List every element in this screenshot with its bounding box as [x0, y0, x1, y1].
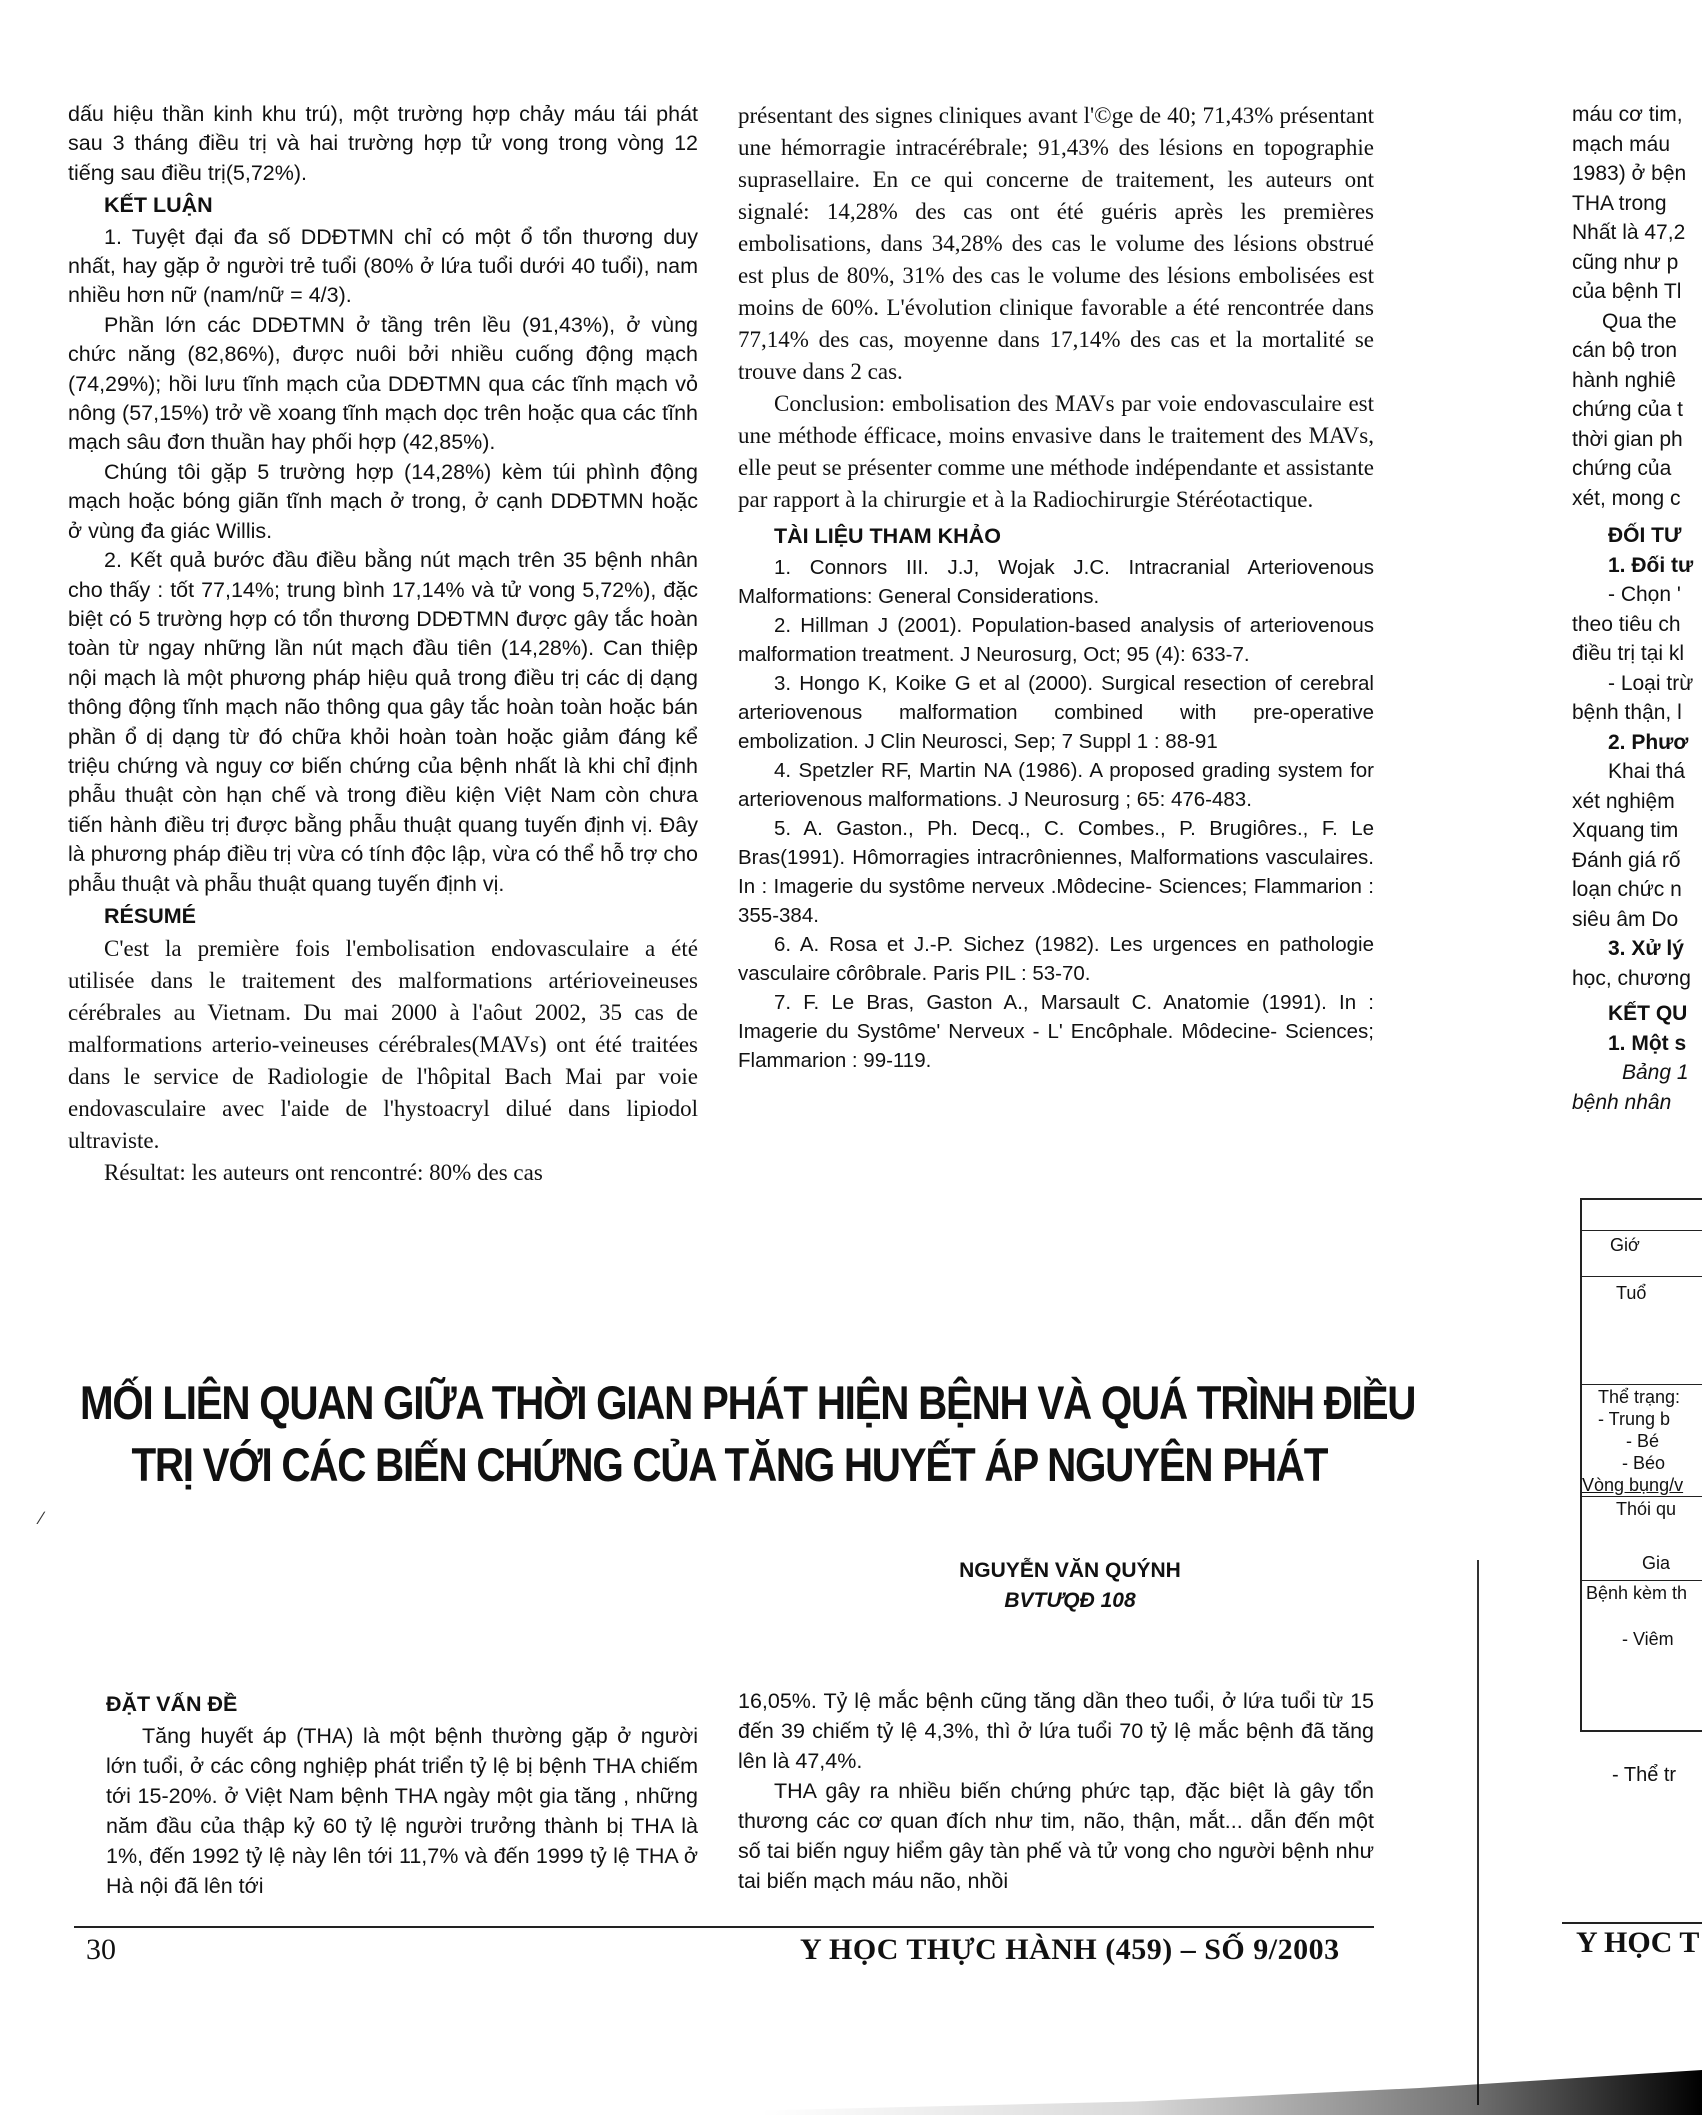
fragment-line: theo tiêu ch	[1572, 612, 1681, 636]
paragraph: 2. Kết quả bước đầu điều bằng nút mạch trên 35 bệnh nhân cho thấy : tốt 77,14%; trung bình 17,14% và tử vong 5,72%), đặc biệt có 5 trường hợp có tổn thương DDĐTMN được gây tắc hoàn toàn từ ngay những lần nút mạch đầu tiên (14,28%). Can thiệp nội mạch là một phương pháp hiệu quả trong điều trị các dị dạng thông động tĩnh mạch não thông qua gây tắc hoàn toàn hoặc bán phần ổ dị dạng từ đó chữa khỏi hoàn toàn hoặc giảm đáng kể triệu chứng và nguy cơ biến chứng của bệnh nhất là khi chỉ định phẫu thuật còn hạn chế và trong điều kiện Việt Nam còn chưa tiến hành điều trị được bằng phẫu thuật quang tuyến định vị. Đây là phương pháp điều trị vừa có tính độc lập, vừa có thể hỗ trợ cho phẫu thuật và phẫu thuật quang tuyến định vị.	[68, 548, 698, 896]
table-cell: - Trung b	[1598, 1409, 1671, 1429]
reference-list	[738, 553, 1374, 1075]
paragraph: THA gây ra nhiều biến chứng phức tạp, đặc biệt là gây tổn thương các cơ quan đích như tim, não, thận, mắt... dẫn đến một số tai biến nguy hiểm gây tàn phế và tử vong cho người bệnh như tai biến mạch máu não, nhồi	[738, 1779, 1374, 1893]
column-right-bottom	[738, 1686, 1374, 1896]
fragment-line: chứng của t	[1572, 398, 1683, 421]
table-cell: Tuổ	[1616, 1283, 1647, 1303]
reference-item: 3. Hongo K, Koike G et al (2000). Surgical resection of cerebral arteriovenous malformation combined with pre-operative embolization. J Clin Neurosci, Sep; 7 Suppl 1 : 88-91	[738, 672, 1374, 754]
fragment-line: Xquang tim	[1572, 819, 1679, 842]
table-cell: - Béo	[1622, 1453, 1666, 1473]
next-page-footer: Y HỌC T	[1576, 1926, 1700, 1959]
reference-item: 4. Spetzler RF, Martin NA (1986). A proposed grading system for arteriovenous malformations. J Neurosurg ; 65: 476-483.	[738, 759, 1374, 812]
paragraph: 16,05%. Tỷ lệ mắc bệnh cũng tăng dần theo tuổi, ở lứa tuổi từ 15 đến 39 chiếm tỷ lệ 4,3%, thì ở lứa tuổi 70 tỷ lệ mắc bệnh đã tăng lên là 47,4%.	[738, 1689, 1374, 1773]
table-cell: Vòng bụng/v	[1582, 1475, 1684, 1495]
fragment-line: Khai thá	[1608, 760, 1686, 783]
reference-item: 1. Connors III. J.J, Wojak J.C. Intracranial Arteriovenous Malformations: General Considerations.	[738, 556, 1374, 609]
scan-mark: ∕	[40, 1508, 44, 1528]
section-heading-references: TÀI LIỆU THAM KHẢO	[774, 524, 1001, 548]
fragment-line: siêu âm Do	[1572, 907, 1679, 931]
author-block	[870, 1556, 1270, 1616]
scan-shadow	[760, 2070, 1702, 2115]
table-cell: - Bé	[1626, 1431, 1660, 1451]
author-name: NGUYỄN VĂN QUÝNH	[959, 1559, 1181, 1582]
fragment-line: thời gian ph	[1572, 427, 1683, 451]
fragment-line: cũng như p	[1572, 250, 1679, 274]
reference-item: 2. Hillman J (2001). Population-based analysis of arteriovenous malformation treatment. J Neurosurg, Oct; 95 (4): 633-7.	[738, 614, 1374, 667]
reference-item: 5. A. Gaston., Ph. Decq., C. Combes., P. Brugiôres., F. Le Bras(1991). Hômorragies intracrôniennes, Malformations vasculaires. In : Imagerie du systôme nerveux .Môdecine- Sciences; Flammarion : 355-384.	[738, 817, 1374, 928]
paragraph: Résultat: les auteurs ont rencontré: 80% des cas	[104, 1160, 543, 1186]
fragment-line: Qua the	[1602, 309, 1677, 333]
fragment-line: hành nghiê	[1572, 368, 1676, 392]
reference-item: 6. A. Rosa et J.-P. Sichez (1982). Les urgences en pathologie vasculaire côrôbrale. Paris PIL : 53-70.	[738, 933, 1374, 986]
paragraph: dấu hiệu thần kinh khu trú), một trường hợp chảy máu tái phát sau 3 tháng điều trị và hai trường hợp tử vong trong vòng 12 tiếng sau điều trị(5,72%).	[68, 102, 698, 185]
fragment-line: bệnh thận, l	[1572, 701, 1682, 724]
fragment-line: xét nghiệm	[1572, 789, 1675, 813]
author-affiliation: BVTƯQĐ 108	[1004, 1589, 1136, 1612]
table-cell: - Viêm	[1622, 1629, 1674, 1649]
next-page-fragment	[1572, 100, 1702, 1117]
page-number: 30	[86, 1933, 116, 1966]
next-page-footer-rule	[1562, 1922, 1702, 1924]
paragraph: Tăng huyết áp (THA) là một bệnh thường gặp ở người lớn tuổi, ở các công nghiệp phát triển tỷ lệ bị bệnh THA chiếm tới 15-20%. ở Việt Nam bệnh THA ngày một gia tăng , những năm đầu của thập kỷ 60 tỷ lệ người trưởng thành bị THA là 1%, đến 1992 tỷ lệ này lên tới 11,7% và đến 1999 tỷ lệ THA ở Hà nội đã lên tới	[106, 1724, 698, 1898]
article-title	[80, 1372, 1416, 1496]
fragment-line: xét, mong c	[1572, 486, 1681, 510]
next-page-table-fragment	[1580, 1198, 1702, 1732]
article-title-line: MỐI LIÊN QUAN GIỮA THỜI GIAN PHÁT HIỆN BỆNH VÀ QUÁ TRÌNH ĐIỀU	[80, 1376, 1416, 1429]
fragment-line: - Loại trừ	[1608, 671, 1694, 695]
table-caption: Bảng 1	[1622, 1061, 1689, 1084]
column-right-top	[738, 100, 1374, 1075]
fragment-line: Đánh giá rố	[1572, 848, 1681, 872]
footer-rule	[74, 1926, 1374, 1928]
fragment-line: máu cơ tim,	[1572, 103, 1683, 126]
fragment-heading: ĐỐI TƯ	[1608, 524, 1682, 547]
table-cell: Thể trạng:	[1598, 1387, 1681, 1407]
fragment-line: - Chọn '	[1608, 583, 1681, 606]
fragment-line: của bệnh Tl	[1572, 280, 1682, 303]
fragment-line: Nhất là 47,2	[1572, 221, 1686, 244]
section-heading-ket-luan: KẾT LUẬN	[104, 193, 213, 218]
article-title-line: TRỊ VỚI CÁC BIẾN CHỨNG CỦA TĂNG HUYẾT ÁP NGUYÊN PHÁT	[131, 1438, 1328, 1491]
fragment-line: loạn chức n	[1572, 878, 1682, 901]
fragment-line: mạch máu	[1572, 132, 1671, 156]
paragraph: C'est la première fois l'embolisation endovasculaire a été utilisée dans le traitement des malformations artérioveineuses cérébrales au Vietnam. Du mai 2000 à l'aôut 2002, 35 cas de malformations arterio-veineuses cérébrales(MAVs) ont été traitées dans le service de Radiologie de l'hôpital Bach Mai par voie endovasculaire avec l'aide de l'hystoacryl dilué dans lipiodol ultraviste.	[68, 936, 698, 1154]
fragment-line: - Thể tr	[1612, 1764, 1677, 1786]
paragraph: 1. Tuyệt đại đa số DDĐTMN chỉ có một ổ tổn thương duy nhất, hay gặp ở người trẻ tuổi (80% ở lứa tuổi dưới 40 tuổi), nam nhiều hơn nữ (nam/nữ = 4/3).	[68, 224, 698, 308]
fragment-subheading: 1. Một s	[1608, 1031, 1687, 1055]
fragment-subheading: 2. Phươ	[1608, 730, 1689, 754]
fragment-line: 1983) ở bện	[1572, 162, 1687, 185]
fragment-line: điều trị tại kl	[1572, 642, 1685, 665]
fragment-subheading: 1. Đối tư	[1608, 553, 1694, 577]
table-cell: Gia	[1642, 1553, 1671, 1573]
table-cell: Giớ	[1610, 1235, 1640, 1255]
fragment-line: THA trong	[1572, 191, 1667, 215]
fragment-heading: KẾT QU	[1608, 1002, 1688, 1025]
fragment-line: cán bộ tron	[1572, 339, 1678, 362]
paragraph: Conclusion: embolisation des MAVs par voie endovasculaire est une méthode éfficace, moins envasive dans le traitement des MAVs, elle peut se présenter comme une méthode indépendante et assistante par rapport à la chirurgie et à la Radiochirurgie Stéréotactique.	[738, 391, 1374, 512]
table-caption: bệnh nhân	[1572, 1090, 1672, 1114]
fragment-line: chứng của	[1572, 457, 1672, 480]
table-cell: Thói qu	[1616, 1499, 1677, 1519]
column-left-top	[68, 100, 698, 1189]
paragraph: Phần lớn các DDĐTMN ở tầng trên lều (91,43%), ở vùng chức năng (82,86%), được nuôi bởi nhiều cuống động mạch (74,29%); hồi lưu tĩnh mạch của DDĐTMN qua các tĩnh mạch vỏ nông (57,15%) trở về xoang tĩnh mạch dọc trên hoặc qua các tĩnh mạch sâu đơn thuần hay phối hợp (42,85%).	[68, 312, 698, 455]
page-gutter	[1477, 1560, 1479, 2105]
reference-item: 7. F. Le Bras, Gaston A., Marsault C. Anatomie (1991). In : Imagerie du Systôme' Nerveux - L' Encôphale. Môdecine- Sciences; Flammarion : 99-119.	[738, 991, 1374, 1073]
column-left-bottom	[106, 1686, 698, 1901]
paragraph: présentant des signes cliniques avant l'©ge de 40; 71,43% présentant une hémorragie intracérébrale; 91,43% des lésions en topographie suprasellaire. En ce qui concerne de traitement, les auteurs ont signalé: 14,28% des cas ont été guéris après les premières embolisations, dans 34,28% des cas le volume des lésions obstrué est plus de 80%, 31% des cas le volume des lésions embolisées est moins de 60%. L'évolution clinique favorable a été rencontrée dans 77,14% des cas, moyenne dans 17,14% des cas et la mortalité se trouve dans 2 cas.	[738, 103, 1374, 384]
fragment-subheading: 3. Xử lý	[1608, 937, 1684, 960]
table-cell: Bệnh kèm th	[1586, 1583, 1688, 1603]
fragment-line: học, chương	[1572, 966, 1691, 990]
section-heading-dat-van-de: ĐẶT VẤN ĐỀ	[106, 1692, 238, 1716]
journal-footer: Y HỌC THỰC HÀNH (459) – SỐ 9/2003	[800, 1933, 1340, 1966]
paragraph: Chúng tôi gặp 5 trường hợp (14,28%) kèm túi phình động mạch hoặc bóng giãn tĩnh mạch ở trong, ở cạnh DDĐTMN hoặc ở vùng đa giác Willis.	[68, 459, 698, 543]
section-heading-resume: RÉSUMÉ	[104, 903, 196, 928]
